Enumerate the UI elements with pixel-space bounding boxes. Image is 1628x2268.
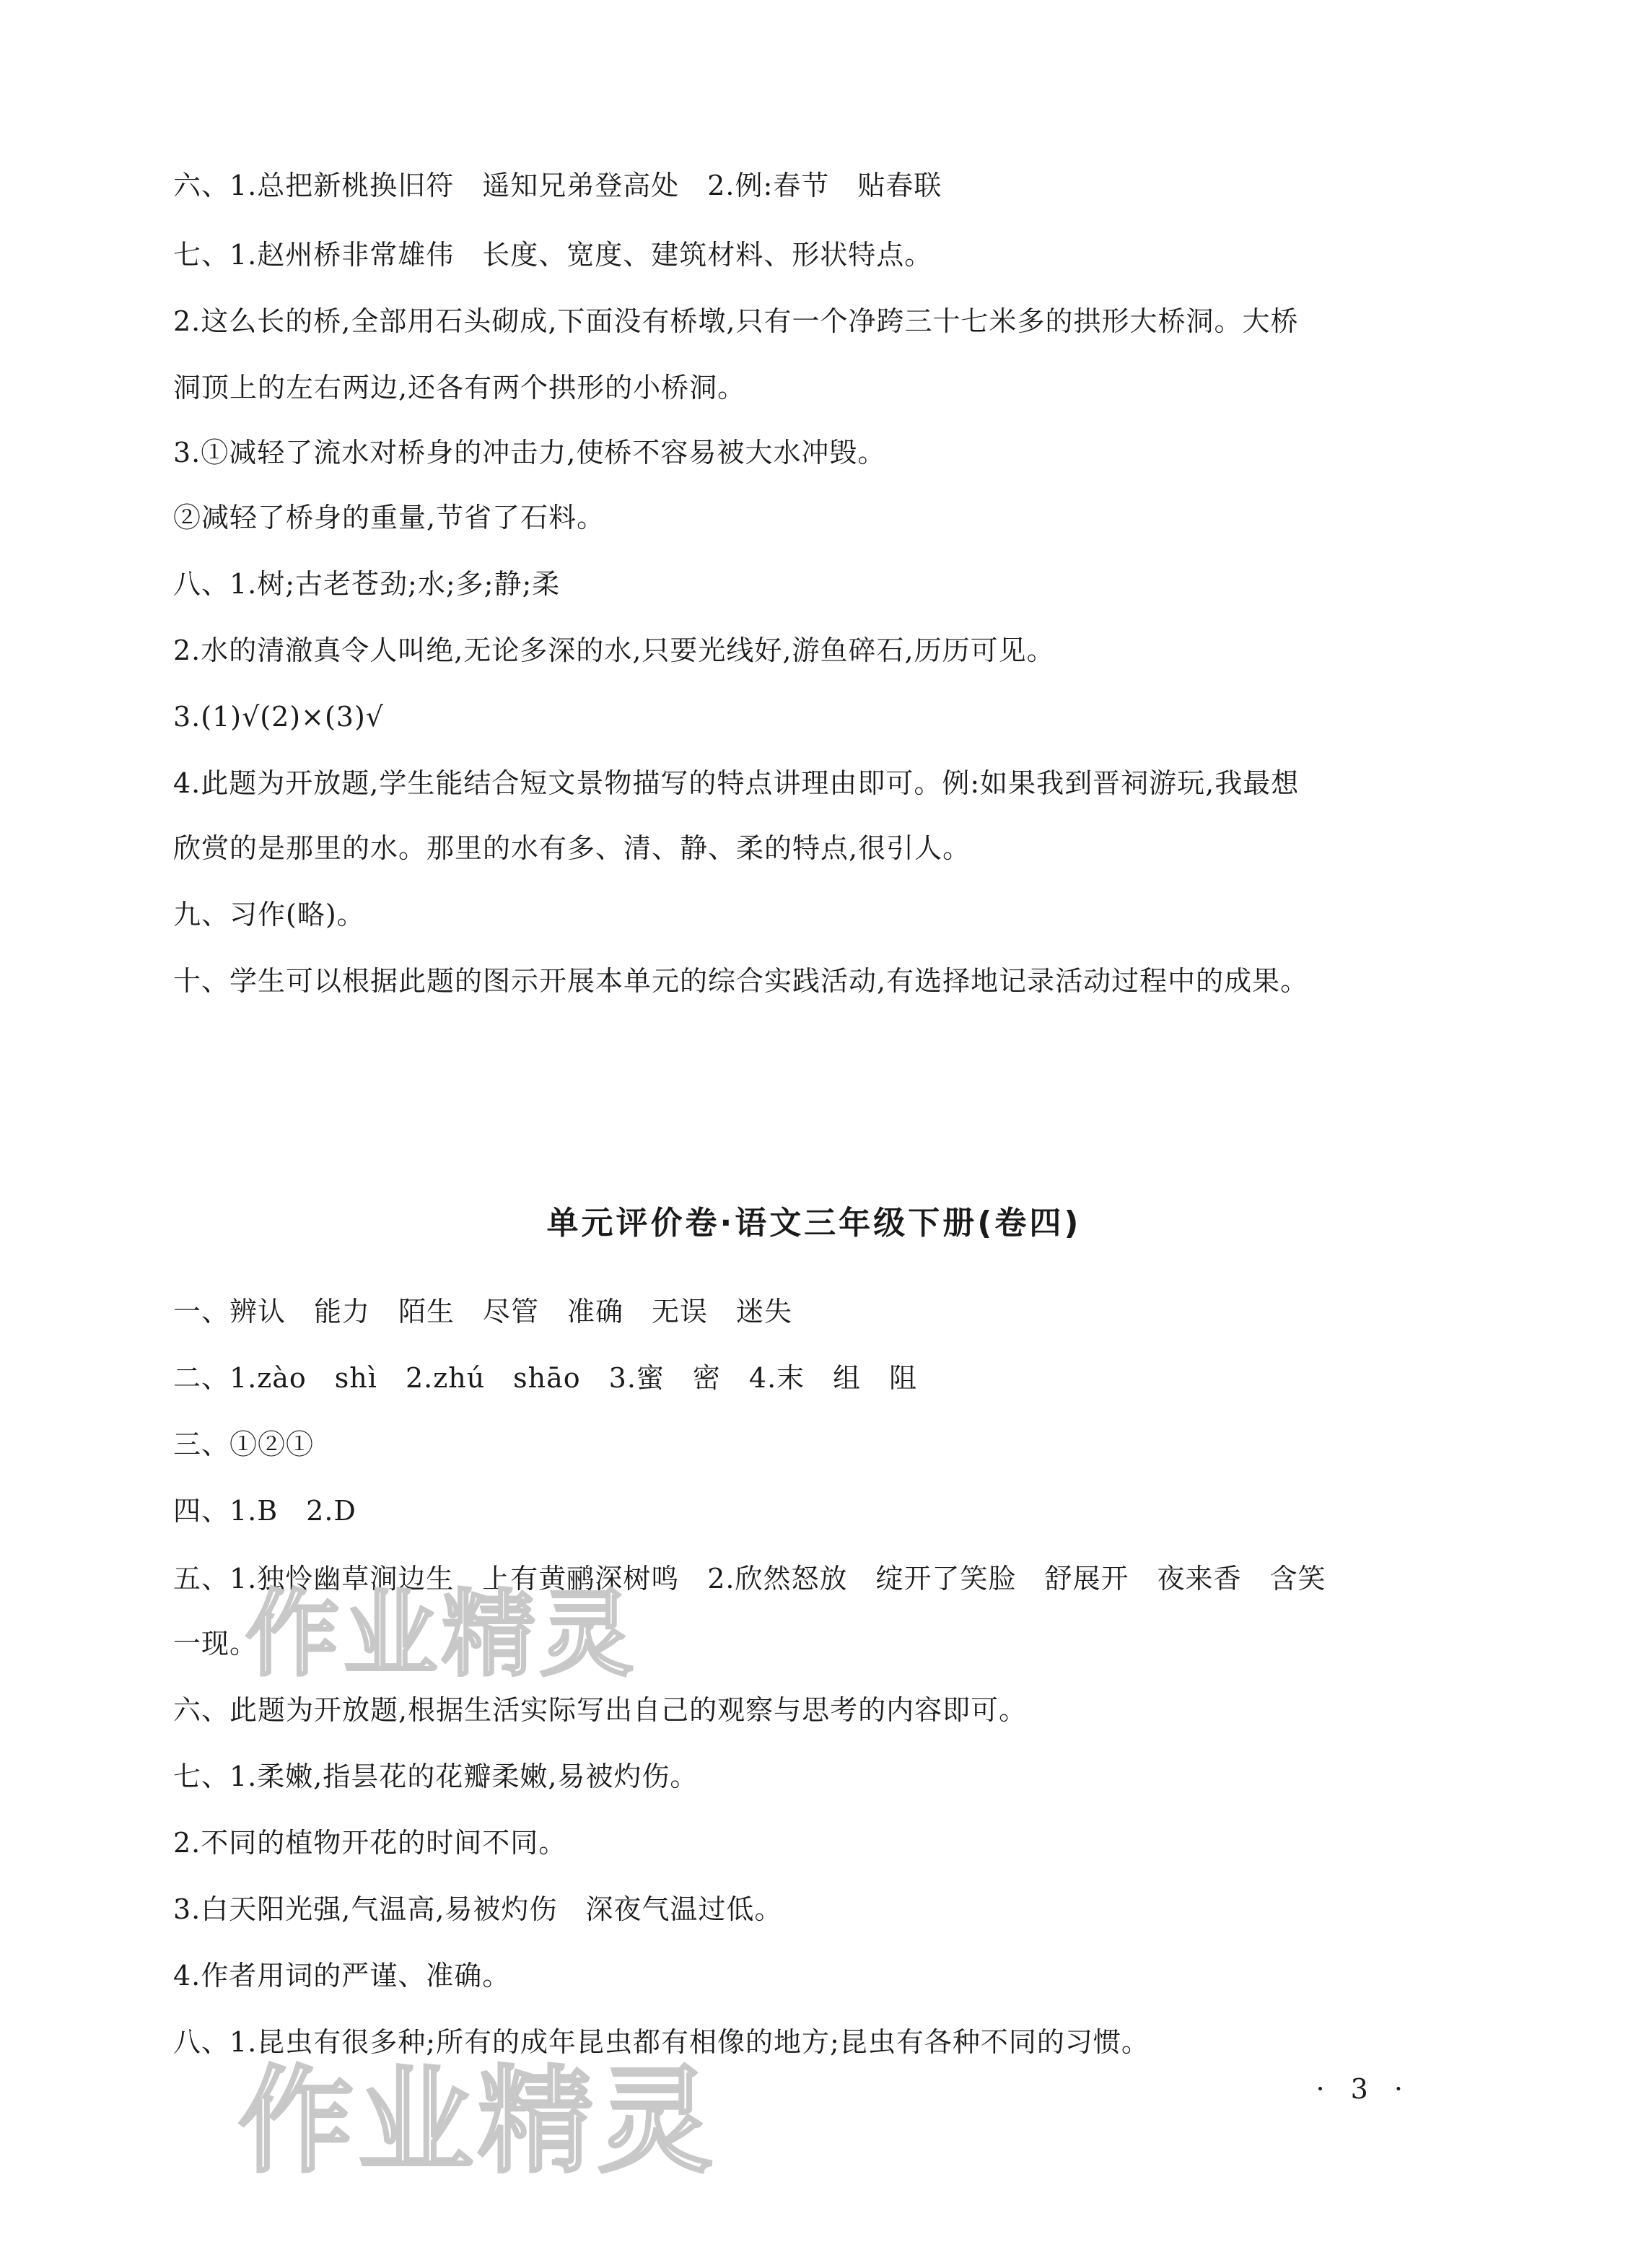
answer-line: 六、1.总把新桃换旧符 遥知兄弟登高处 2.例:春节 贴春联 <box>173 170 942 201</box>
answer-line: 十、学生可以根据此题的图示开展本单元的综合实践活动,有选择地记录活动过程中的成果。 <box>173 965 1309 997</box>
answer-line: 4.此题为开放题,学生能结合短文景物描写的特点讲理由即可。例:如果我到晋祠游玩,我最想 <box>173 767 1300 799</box>
answer-line: 三、①②① <box>173 1429 315 1460</box>
answer-line: 九、习作(略)。 <box>173 899 365 930</box>
section-title: 单元评价卷·语文三年级下册(卷四) <box>546 1205 1082 1242</box>
answer-line: 欣赏的是那里的水。那里的水有多、清、静、柔的特点,很引人。 <box>173 832 971 864</box>
watermark: 作业精灵 <box>238 2054 718 2189</box>
answer-line: 2.不同的植物开花的时间不同。 <box>173 1827 567 1859</box>
answer-line: 八、1.昆虫有很多种;所有的成年昆虫都有相像的地方;昆虫有各种不同的习惯。 <box>173 2026 1150 2058</box>
answer-line: 2.水的清澈真令人叫绝,无论多深的水,只要光线好,游鱼碎石,历历可见。 <box>173 634 1055 666</box>
answer-line: 2.这么长的桥,全部用石头砌成,下面没有桥墩,只有一个净跨三十七米多的拱形大桥洞。大桥 <box>173 305 1299 337</box>
page-number: · 3 · <box>1316 2073 1412 2105</box>
answer-line: 4.作者用词的严谨、准确。 <box>173 1960 511 1992</box>
answer-line: 四、1.B 2.D <box>173 1495 356 1527</box>
answer-line: 六、此题为开放题,根据生活实际写出自己的观察与思考的内容即可。 <box>173 1694 1028 1726</box>
answer-line: 七、1.柔嫩,指昙花的花瓣柔嫩,易被灼伤。 <box>173 1761 699 1792</box>
answer-line: 一现。 <box>173 1628 258 1659</box>
answer-line: 八、1.树;古老苍劲;水;多;静;柔 <box>173 568 561 600</box>
watermark: 作业精灵 <box>245 1579 639 1689</box>
answer-line: 一、辨认 能力 陌生 尽管 准确 无误 迷失 <box>173 1296 793 1327</box>
answer-line: ②减轻了桥身的重量,节省了石料。 <box>173 502 605 533</box>
answer-line: 3.白天阳光强,气温高,易被灼伤 深夜气温过低。 <box>173 1893 783 1925</box>
answer-line: 二、1.zào shì 2.zhú shāo 3.蜜 密 4.末 组 阻 <box>173 1362 918 1394</box>
answer-line: 七、1.赵州桥非常雄伟 长度、宽度、建筑材料、形状特点。 <box>173 239 933 271</box>
answer-line: 五、1.独怜幽草涧边生 上有黄鹂深树鸣 2.欣然怒放 绽开了笑脸 舒展开 夜来香 含笑 <box>173 1563 1326 1595</box>
answer-line: 洞顶上的左右两边,还各有两个拱形的小桥洞。 <box>173 372 746 404</box>
answer-line: 3.(1)√(2)×(3)√ <box>173 701 385 733</box>
answer-line: 3.①减轻了流水对桥身的冲击力,使桥不容易被大水冲毁。 <box>173 437 886 468</box>
